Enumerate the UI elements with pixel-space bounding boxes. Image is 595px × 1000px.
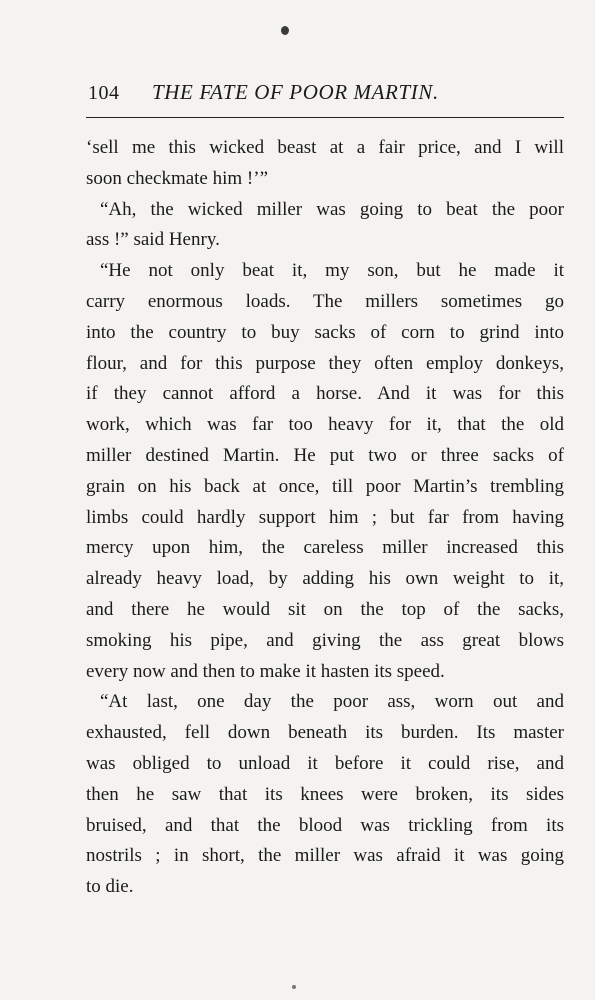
text-line: “He not only beat it, my son, but he made it (100, 260, 564, 282)
text-line: every now and then to make it hasten its speed. (86, 660, 445, 682)
text-line: “At last, one day the poor ass, worn out and (100, 691, 564, 713)
text-line: into the country to buy sacks of corn to grind into (86, 321, 564, 343)
text-line: flour, and for this purpose they often employ donkeys, (86, 352, 564, 374)
running-title: THE FATE OF POOR MARTIN. (152, 80, 439, 104)
text-line: bruised, and that the blood was trickling from its (86, 814, 564, 836)
text-line: ‘sell me this wicked beast at a fair price, and I will (86, 137, 564, 158)
text-line: miller destined Martin. He put two or three sacks of (86, 444, 564, 466)
body-text (86, 133, 564, 903)
page-speck (292, 985, 296, 989)
text-line: carry enormous loads. The millers sometimes go (86, 290, 564, 312)
text-line: limbs could hardly support him ; but far from having (86, 506, 564, 528)
text-line: mercy upon him, the careless miller increased this (86, 537, 564, 559)
text-line: soon checkmate him !’” (86, 167, 269, 189)
text-line: if they cannot afford a horse. And it was for this (86, 383, 564, 405)
text-line: to die. (86, 876, 134, 898)
text-line: nostrils ; in short, the miller was afraid it was going (86, 845, 564, 867)
text-line: smoking his pipe, and giving the ass great blows (86, 629, 564, 651)
text-line: ass !” said Henry. (86, 229, 220, 251)
header-rule (86, 117, 564, 118)
text-line: already heavy load, by adding his own weight to it, (86, 568, 564, 590)
ink-blot-mark (281, 26, 289, 35)
text-line: exhausted, fell down beneath its burden. Its master (86, 722, 564, 744)
text-line: then he saw that its knees were broken, its sides (86, 783, 564, 805)
text-line: work, which was far too heavy for it, that the old (86, 414, 564, 436)
text-line: and there he would sit on the top of the sacks, (86, 598, 564, 620)
text-line: grain on his back at once, till poor Martin’s trembling (86, 475, 564, 497)
text-line: “Ah, the wicked miller was going to beat the poor (100, 198, 564, 220)
page-header (88, 78, 563, 108)
text-line: was obliged to unload it before it could rise, and (86, 752, 564, 774)
page-number: 104 (88, 82, 120, 104)
